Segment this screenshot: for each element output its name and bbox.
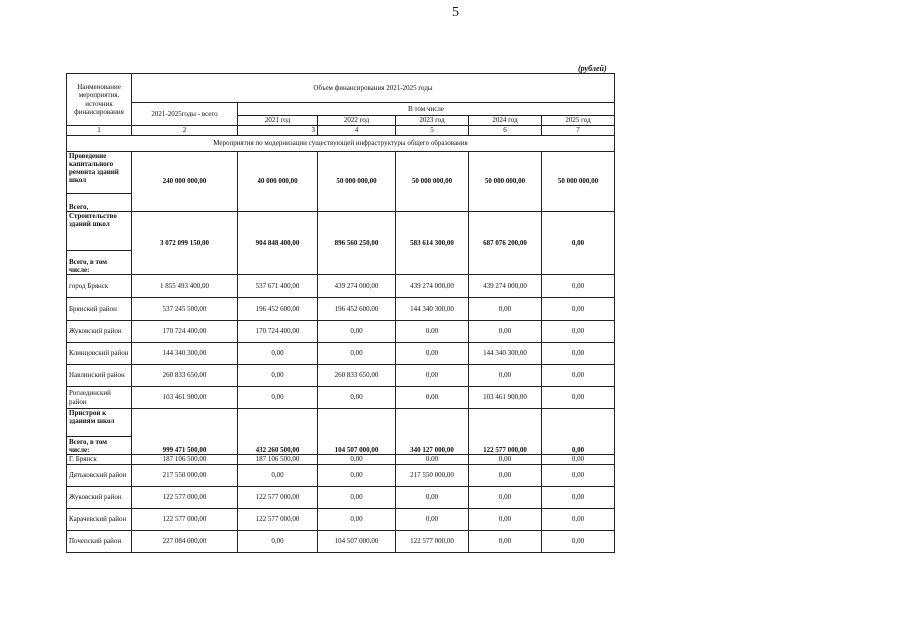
header-year: 2021 год — [238, 116, 318, 126]
row-value: 122 577 000,00 — [132, 487, 238, 509]
group-title: Проведение капитального ремонта зданий школ — [67, 152, 132, 194]
row-value: 0,00 — [542, 487, 615, 509]
row-value: 0,00 — [238, 387, 318, 409]
row-value: 170 724 400,00 — [132, 321, 238, 343]
row-value: 0,00 — [396, 455, 469, 465]
table-row — [67, 509, 615, 531]
row-value: 0,00 — [396, 487, 469, 509]
group-total-value: 999 471 500,00 — [132, 409, 238, 455]
row-value: 196 452 600,00 — [238, 298, 318, 321]
section-title: Мероприятия по модернизации существующей инфраструктуры общего образования — [67, 136, 615, 152]
row-value: 0,00 — [469, 531, 542, 553]
group-total-value: 583 614 300,00 — [396, 212, 469, 275]
row-value: 0,00 — [542, 275, 615, 298]
row-value: 187 106 500,00 — [132, 455, 238, 465]
group-total-value: 432 260 500,00 — [238, 409, 318, 455]
column-number: 3 — [238, 126, 318, 136]
row-value: 0,00 — [469, 365, 542, 387]
row-value: 0,00 — [542, 365, 615, 387]
header-year: 2025 год — [542, 116, 615, 126]
row-name: Жуковский район — [67, 321, 132, 343]
row-value: 0,00 — [318, 387, 396, 409]
group-total-value: 50 000 000,00 — [318, 152, 396, 212]
row-value: 0,00 — [396, 343, 469, 365]
row-value: 0,00 — [469, 455, 542, 465]
row-name: Карачевский район — [67, 509, 132, 531]
group-total-value: 0,00 — [542, 212, 615, 275]
row-value: 260 833 650,00 — [132, 365, 238, 387]
row-value: 122 577 000,00 — [238, 509, 318, 531]
unit-label: (рублей) — [578, 64, 607, 73]
table-row — [67, 275, 615, 298]
row-value: 122 577 000,00 — [132, 509, 238, 531]
header-total: 2021-2025годы - всего — [132, 103, 238, 126]
group-total-value: 40 000 000,00 — [238, 152, 318, 212]
row-value: 439 274 000,00 — [469, 275, 542, 298]
group-total-value: 50 000 000,00 — [396, 152, 469, 212]
row-value: 0,00 — [469, 487, 542, 509]
row-value: 0,00 — [238, 343, 318, 365]
group-title: Строительство зданий школ — [67, 212, 132, 251]
group-total-value: 3 072 099 150,00 — [132, 212, 238, 275]
row-value: 0,00 — [318, 343, 396, 365]
table-row — [67, 321, 615, 343]
group-subtitle: Всего, в том числе: — [67, 437, 132, 455]
group-total-value: 896 560 250,00 — [318, 212, 396, 275]
header-including: В том числе — [238, 103, 615, 116]
row-value: 0,00 — [396, 387, 469, 409]
row-value: 0,00 — [542, 298, 615, 321]
row-value: 122 577 000,00 — [396, 531, 469, 553]
table-row — [67, 387, 615, 409]
header-year: 2022 год — [318, 116, 396, 126]
row-value: 0,00 — [469, 321, 542, 343]
row-value: 0,00 — [542, 343, 615, 365]
row-value: 0,00 — [469, 465, 542, 487]
row-value: 103 461 900,00 — [132, 387, 238, 409]
group-total-value: 50 000 000,00 — [469, 152, 542, 212]
row-name: Дятьковский район — [67, 465, 132, 487]
row-value: 0,00 — [542, 509, 615, 531]
row-value: 227 084 000,00 — [132, 531, 238, 553]
row-value: 122 577 000,00 — [238, 487, 318, 509]
group-total-value: 0,00 — [542, 409, 615, 455]
row-value: 144 340 300,00 — [132, 343, 238, 365]
financing-table — [66, 73, 615, 553]
column-number: 5 — [396, 126, 469, 136]
row-value: 0,00 — [396, 321, 469, 343]
row-value: 0,00 — [396, 509, 469, 531]
row-name: Почепский район — [67, 531, 132, 553]
group-total-value: 104 507 000,00 — [318, 409, 396, 455]
row-value: 260 833 650,00 — [318, 365, 396, 387]
table-row — [67, 365, 615, 387]
table-row — [67, 487, 615, 509]
row-value: 439 274 000,00 — [396, 275, 469, 298]
row-value: 1 855 493 400,00 — [132, 275, 238, 298]
row-name: Рогнединский район — [67, 387, 132, 409]
group-subtitle: Всего, — [67, 194, 132, 212]
table-row — [67, 465, 615, 487]
group-total-value: 687 076 200,00 — [469, 212, 542, 275]
row-value: 217 550 000,00 — [132, 465, 238, 487]
header-financing: Объем финансирования 2021-2025 годы — [132, 74, 615, 103]
row-name: город Брянск — [67, 275, 132, 298]
row-value: 187 106 500,00 — [238, 455, 318, 465]
row-value: 0,00 — [318, 321, 396, 343]
row-value: 170 724 400,00 — [238, 321, 318, 343]
row-value: 217 550 000,00 — [396, 465, 469, 487]
group-total-value: 122 577 000,00 — [469, 409, 542, 455]
row-value: 0,00 — [542, 321, 615, 343]
group-title: Пристрои к зданиям школ — [67, 409, 132, 437]
page-number: 5 — [452, 5, 459, 20]
row-value: 144 340 300,00 — [469, 343, 542, 365]
row-value: 0,00 — [542, 455, 615, 465]
group-total-value: 340 127 000,00 — [396, 409, 469, 455]
row-value: 439 274 000,00 — [318, 275, 396, 298]
row-value: 0,00 — [238, 465, 318, 487]
header-year: 2023 год — [396, 116, 469, 126]
column-number: 7 — [542, 126, 615, 136]
row-value: 0,00 — [542, 531, 615, 553]
row-value: 0,00 — [318, 465, 396, 487]
group-total-value: 240 000 000,00 — [132, 152, 238, 212]
row-value: 0,00 — [318, 487, 396, 509]
column-number: 6 — [469, 126, 542, 136]
group-subtitle: Всего, в том числе: — [67, 251, 132, 275]
group-total-value: 904 848 400,00 — [238, 212, 318, 275]
row-name: Клинцовский район — [67, 343, 132, 365]
group-total-value: 50 000 000,00 — [542, 152, 615, 212]
row-value: 196 452 600,00 — [318, 298, 396, 321]
row-value: 0,00 — [238, 531, 318, 553]
row-value: 0,00 — [396, 365, 469, 387]
row-name: Г. Брянск — [67, 455, 132, 465]
header-name: Наименование мероприятия, источник финансирования — [67, 74, 132, 126]
column-number: 2 — [132, 126, 238, 136]
row-value: 537 671 400,00 — [238, 275, 318, 298]
table-row — [67, 298, 615, 321]
row-name: Брянский район — [67, 298, 132, 321]
table-row — [67, 343, 615, 365]
table-row — [67, 531, 615, 553]
row-value: 103 461 900,00 — [469, 387, 542, 409]
row-value: 0,00 — [542, 387, 615, 409]
row-value: 104 507 000,00 — [318, 531, 396, 553]
row-value: 0,00 — [238, 365, 318, 387]
row-value: 0,00 — [469, 509, 542, 531]
table-row — [67, 455, 615, 465]
row-value: 144 340 300,00 — [396, 298, 469, 321]
column-number: 1 — [67, 126, 132, 136]
row-value: 537 245 500,00 — [132, 298, 238, 321]
row-value: 0,00 — [318, 509, 396, 531]
row-name: Жуковский район — [67, 487, 132, 509]
column-number: 4 — [318, 126, 396, 136]
row-value: 0,00 — [469, 298, 542, 321]
row-value: 0,00 — [542, 465, 615, 487]
header-year: 2024 год — [469, 116, 542, 126]
row-value: 0,00 — [318, 455, 396, 465]
row-name: Навлинский район — [67, 365, 132, 387]
